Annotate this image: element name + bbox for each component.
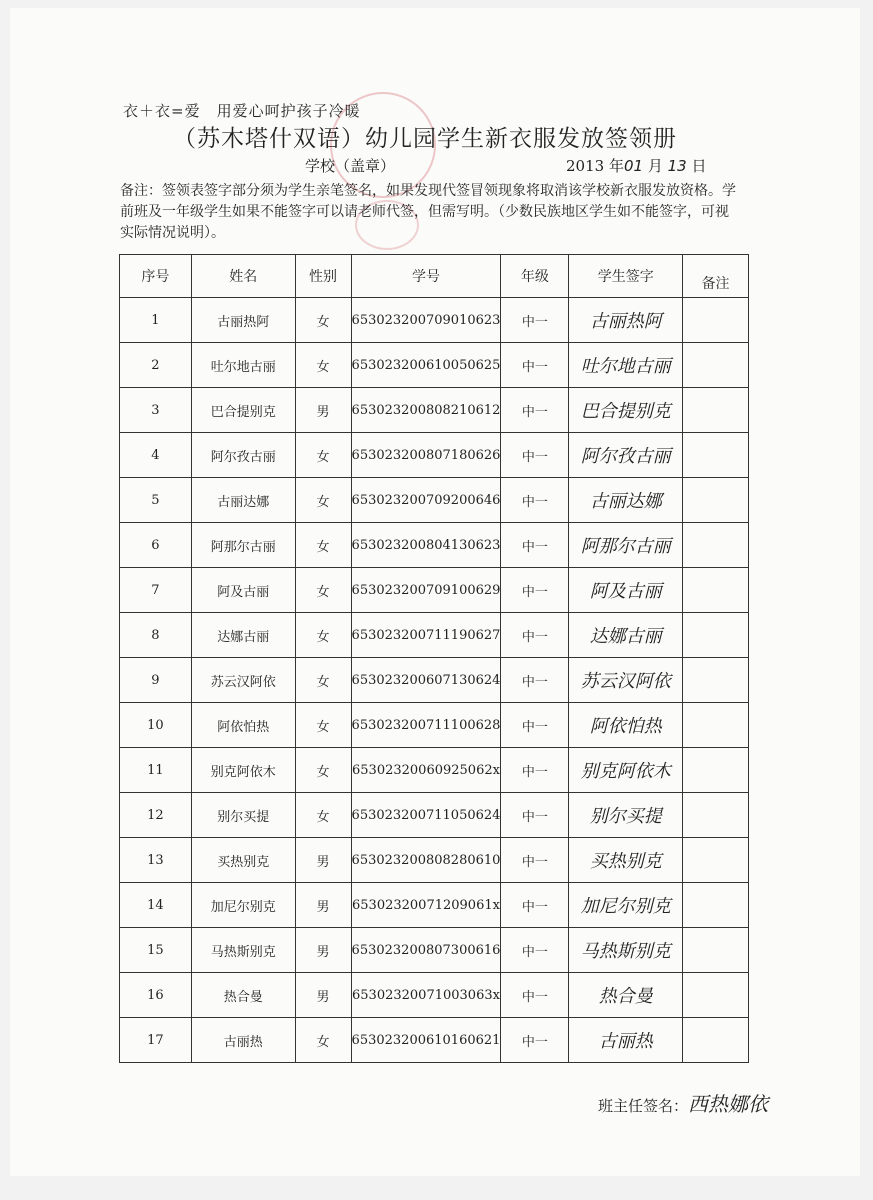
- cell-student-id: 653023200610050625: [351, 343, 501, 388]
- cell-gender: 男: [295, 388, 351, 433]
- date-month-handwritten: 01: [623, 157, 644, 175]
- cell-student-id: 653023200807300616: [351, 928, 501, 973]
- cell-grade: 中一: [501, 658, 569, 703]
- cell-remark: [683, 928, 749, 973]
- cell-student-id: 653023200711190627: [351, 613, 501, 658]
- cell-student-id: 653023200808210612: [351, 388, 501, 433]
- cell-gender: 女: [295, 613, 351, 658]
- cell-student-id: 653023200607130624: [351, 658, 501, 703]
- cell-signature: 古丽热: [569, 1018, 683, 1063]
- cell-no: 14: [120, 883, 192, 928]
- table-row: [120, 343, 749, 388]
- table-row: [120, 478, 749, 523]
- cell-student-id: 65302320071003063x: [351, 973, 501, 1018]
- table-row: [120, 883, 749, 928]
- table-row: [120, 658, 749, 703]
- cell-remark: [683, 793, 749, 838]
- cell-student-id: 653023200610160621: [351, 1018, 501, 1063]
- cell-remark: [683, 1018, 749, 1063]
- cell-no: 6: [120, 523, 192, 568]
- table-row: [120, 1018, 749, 1063]
- table-row: [120, 973, 749, 1018]
- table-header-row: [120, 255, 749, 298]
- cell-remark: [683, 748, 749, 793]
- date-month-label: 月: [647, 157, 663, 175]
- cell-grade: 中一: [501, 973, 569, 1018]
- cell-no: 5: [120, 478, 192, 523]
- cell-name: 别克阿依木: [191, 748, 295, 793]
- cell-remark: [683, 658, 749, 703]
- cell-gender: 女: [295, 658, 351, 703]
- header-remark: 备注: [683, 255, 749, 298]
- table-row: [120, 388, 749, 433]
- cell-gender: 女: [295, 343, 351, 388]
- cell-gender: 女: [295, 568, 351, 613]
- cell-name: 古丽热: [191, 1018, 295, 1063]
- cell-student-id: 65302320060925062x: [351, 748, 501, 793]
- cell-signature: 达娜古丽: [569, 613, 683, 658]
- cell-signature: 古丽热阿: [569, 298, 683, 343]
- cell-name: 古丽达娜: [191, 478, 295, 523]
- header-student-id: 学号: [351, 255, 501, 298]
- cell-no: 13: [120, 838, 192, 883]
- cell-grade: 中一: [501, 1018, 569, 1063]
- cell-name: 阿依怕热: [191, 703, 295, 748]
- roster-table: [119, 254, 749, 1063]
- cell-gender: 女: [295, 433, 351, 478]
- cell-name: 阿及古丽: [191, 568, 295, 613]
- cell-no: 4: [120, 433, 192, 478]
- cell-remark: [683, 973, 749, 1018]
- cell-gender: 男: [295, 928, 351, 973]
- cell-signature: 热合曼: [569, 973, 683, 1018]
- header-no: 序号: [120, 255, 192, 298]
- date-day-handwritten: 13: [667, 157, 687, 175]
- cell-signature: 加尼尔别克: [569, 883, 683, 928]
- cell-grade: 中一: [501, 613, 569, 658]
- cell-no: 15: [120, 928, 192, 973]
- cell-no: 16: [120, 973, 192, 1018]
- cell-student-id: 653023200804130623: [351, 523, 501, 568]
- cell-name: 阿那尔古丽: [191, 523, 295, 568]
- cell-student-id: 653023200807180626: [351, 433, 501, 478]
- cell-grade: 中一: [501, 388, 569, 433]
- cell-name: 达娜古丽: [191, 613, 295, 658]
- cell-signature: 买热别克: [569, 838, 683, 883]
- cell-no: 1: [120, 298, 192, 343]
- table-row: [120, 523, 749, 568]
- cell-gender: 女: [295, 298, 351, 343]
- cell-remark: [683, 388, 749, 433]
- cell-name: 别尔买提: [191, 793, 295, 838]
- cell-gender: 女: [295, 748, 351, 793]
- cell-name: 吐尔地古丽: [191, 343, 295, 388]
- school-label: 学校（盖章）: [305, 157, 396, 175]
- date-line: [566, 155, 707, 176]
- cell-gender: 女: [295, 793, 351, 838]
- cell-no: 2: [120, 343, 192, 388]
- table-row: [120, 298, 749, 343]
- header-grade: 年级: [501, 255, 569, 298]
- cell-remark: [683, 883, 749, 928]
- instructions-note: 备注：签领表签字部分须为学生亲笔签名，如果发现代签冒领现象将取消该学校新衣服发放资格。学前班及一年级学生如果不能签字可以请老师代签，但需写明。（少数民族地区学生如不能签字，可视实际情况说明）。: [120, 183, 736, 241]
- cell-grade: 中一: [501, 433, 569, 478]
- cell-signature: 别尔买提: [569, 793, 683, 838]
- cell-name: 苏云汉阿依: [191, 658, 295, 703]
- header-gender: 性别: [295, 255, 351, 298]
- cell-student-id: 653023200709200646: [351, 478, 501, 523]
- cell-gender: 女: [295, 703, 351, 748]
- page-title: （苏木塔什双语）幼儿园学生新衣服发放签领册: [173, 126, 677, 152]
- cell-student-id: 653023200711050624: [351, 793, 501, 838]
- cell-signature: 阿及古丽: [569, 568, 683, 613]
- cell-grade: 中一: [501, 838, 569, 883]
- cell-gender: 女: [295, 1018, 351, 1063]
- cell-name: 马热斯别克: [191, 928, 295, 973]
- cell-name: 巴合提别克: [191, 388, 295, 433]
- table-row: [120, 568, 749, 613]
- table-row: [120, 793, 749, 838]
- cell-remark: [683, 568, 749, 613]
- cell-remark: [683, 523, 749, 568]
- cell-grade: 中一: [501, 928, 569, 973]
- cell-student-id: 653023200709010623: [351, 298, 501, 343]
- cell-name: 热合曼: [191, 973, 295, 1018]
- header-name: 姓名: [191, 255, 295, 298]
- date-year: 2013 年: [566, 157, 624, 175]
- teacher-signature: 西热娜依: [688, 1092, 769, 1116]
- cell-remark: [683, 613, 749, 658]
- cell-signature: 吐尔地古丽: [569, 343, 683, 388]
- cell-signature: 别克阿依木: [569, 748, 683, 793]
- teacher-signature-label: 班主任签名：: [598, 1097, 689, 1115]
- cell-name: 加尼尔别克: [191, 883, 295, 928]
- cell-name: 阿尔孜古丽: [191, 433, 295, 478]
- cell-no: 11: [120, 748, 192, 793]
- slogan: 衣＋衣=爱 用爱心呵护孩子冷暖: [123, 102, 361, 120]
- cell-gender: 女: [295, 523, 351, 568]
- cell-no: 3: [120, 388, 192, 433]
- cell-student-id: 653023200808280610: [351, 838, 501, 883]
- cell-no: 12: [120, 793, 192, 838]
- cell-no: 7: [120, 568, 192, 613]
- cell-gender: 男: [295, 973, 351, 1018]
- teacher-signature-line: [598, 1088, 768, 1117]
- cell-grade: 中一: [501, 793, 569, 838]
- cell-signature: 阿依怕热: [569, 703, 683, 748]
- cell-signature: 阿尔孜古丽: [569, 433, 683, 478]
- cell-no: 17: [120, 1018, 192, 1063]
- cell-remark: [683, 703, 749, 748]
- cell-grade: 中一: [501, 703, 569, 748]
- cell-remark: [683, 343, 749, 388]
- table-row: [120, 928, 749, 973]
- cell-gender: 男: [295, 883, 351, 928]
- cell-grade: 中一: [501, 478, 569, 523]
- cell-signature: 古丽达娜: [569, 478, 683, 523]
- cell-student-id: 653023200709100629: [351, 568, 501, 613]
- cell-signature: 阿那尔古丽: [569, 523, 683, 568]
- header-signature: 学生签字: [569, 255, 683, 298]
- cell-no: 9: [120, 658, 192, 703]
- cell-no: 8: [120, 613, 192, 658]
- cell-signature: 马热斯别克: [569, 928, 683, 973]
- cell-grade: 中一: [501, 568, 569, 613]
- cell-remark: [683, 478, 749, 523]
- table-row: [120, 433, 749, 478]
- cell-signature: 巴合提别克: [569, 388, 683, 433]
- cell-signature: 苏云汉阿依: [569, 658, 683, 703]
- cell-remark: [683, 838, 749, 883]
- cell-gender: 男: [295, 838, 351, 883]
- cell-grade: 中一: [501, 298, 569, 343]
- cell-grade: 中一: [501, 343, 569, 388]
- date-day-label: 日: [691, 157, 707, 175]
- cell-student-id: 653023200711100628: [351, 703, 501, 748]
- cell-grade: 中一: [501, 523, 569, 568]
- table-row: [120, 748, 749, 793]
- table-row: [120, 838, 749, 883]
- cell-no: 10: [120, 703, 192, 748]
- cell-grade: 中一: [501, 883, 569, 928]
- cell-name: 买热别克: [191, 838, 295, 883]
- table-row: [120, 613, 749, 658]
- cell-remark: [683, 298, 749, 343]
- table-row: [120, 703, 749, 748]
- cell-remark: [683, 433, 749, 478]
- cell-grade: 中一: [501, 748, 569, 793]
- cell-student-id: 65302320071209061x: [351, 883, 501, 928]
- cell-name: 古丽热阿: [191, 298, 295, 343]
- cell-gender: 女: [295, 478, 351, 523]
